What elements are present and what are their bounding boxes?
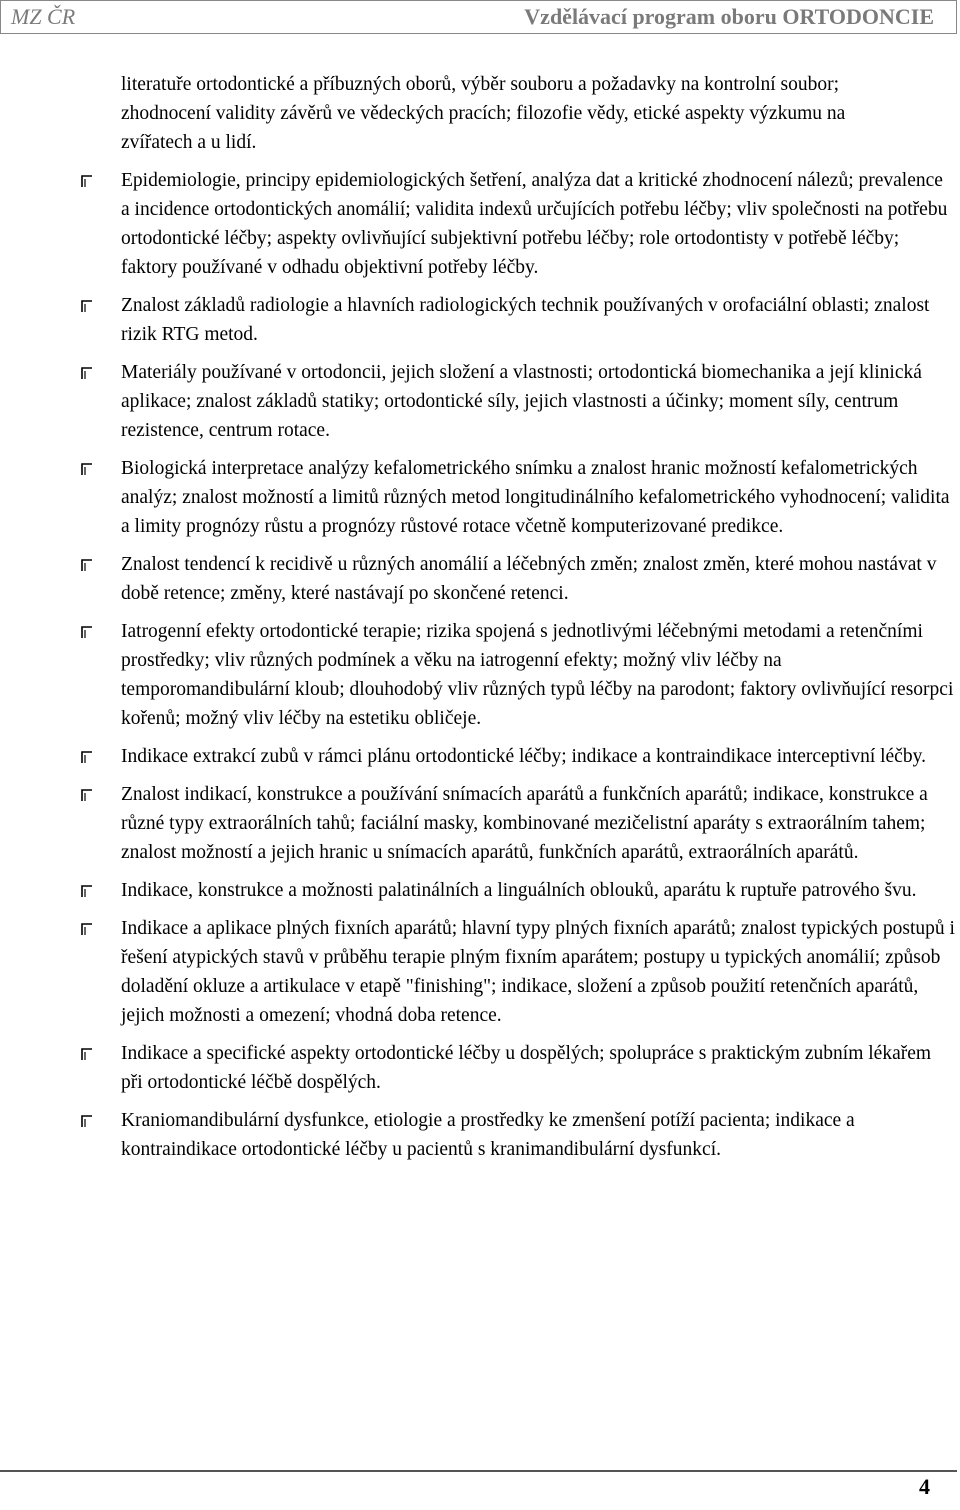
list-item-text: Epidemiologie, principy epidemiologických šetření, analýza dat a kritické zhodnocení nálezů; prevalence a incidence ortodontických anomálií; validita indexů určujících potřebu léčby; vliv společnosti na potřebu ortodontické léčby; aspekty ovlivňující subjektivní potřebu léčby; role ortodontisty v potřebě léčby; faktory používané v odhadu objektivní potřeby léčby.: [121, 170, 948, 278]
header-title: Vzdělávací program oboru ORTODONCIE: [524, 4, 934, 29]
checkbox-bullet-icon: [80, 366, 94, 380]
list-item: [121, 550, 955, 608]
checkbox-bullet-icon: [80, 922, 94, 936]
list-item: [121, 876, 955, 905]
checkbox-bullet-icon: [80, 299, 94, 313]
list-item: [121, 1039, 955, 1097]
list-item: [121, 780, 955, 867]
checkbox-bullet-icon: [80, 1114, 94, 1128]
document-body: [0, 70, 960, 1164]
checkbox-bullet-icon: [80, 462, 94, 476]
bullet-list: [0, 166, 960, 1164]
list-item: [121, 358, 955, 445]
list-item-text: Znalost tendencí k recidivě u různých anomálií a léčebných změn; znalost změn, které mohou nastávat v době retence; změny, které nastávají po skončené retenci.: [121, 554, 937, 604]
list-item-text: Indikace, konstrukce a možnosti palatinálních a linguálních oblouků, aparátu k ruptuře patrového švu.: [121, 880, 917, 901]
list-item-text: Kraniomandibulární dysfunkce, etiologie a prostředky ke zmenšení potíží pacienta; indikace a kontraindikace ortodontické léčby u pacientů s kranimandibulární dysfunkcí.: [121, 1110, 855, 1160]
checkbox-bullet-icon: [80, 174, 94, 188]
header-left: MZ ČR: [11, 4, 76, 29]
list-item-text: Indikace a specifické aspekty ortodontické léčby u dospělých; spolupráce s praktickým zubním lékařem při ortodontické léčbě dospělých.: [121, 1043, 932, 1093]
checkbox-bullet-icon: [80, 750, 94, 764]
checkbox-bullet-icon: [80, 558, 94, 572]
intro-paragraph: literatuře ortodontické a příbuzných oborů, výběr souboru a požadavky na kontrolní soubor; zhodnocení validity závěrů ve vědeckých pracích; filozofie vědy, etické aspekty výzkumu na zvířatech a u lidí.: [121, 74, 846, 153]
list-item: [121, 291, 955, 349]
list-item: [121, 914, 955, 1030]
list-item: [121, 166, 955, 282]
list-item-text: Znalost indikací, konstrukce a používání snímacích aparátů a funkčních aparátů; indikace, konstrukce a různé typy extraorálních tahů; faciální masky, kombinované mezičelistní aparáty s extraorálním tahem; znalost možností a jejich hranic u snímacích aparátů, funkčních aparátů, extraorálních aparátů.: [121, 784, 928, 863]
list-item: [121, 742, 955, 771]
checkbox-bullet-icon: [80, 1047, 94, 1061]
list-item: [121, 454, 955, 541]
list-item: [121, 617, 955, 733]
list-item-text: Indikace a aplikace plných fixních aparátů; hlavní typy plných fixních aparátů; znalost typických postupů i řešení atypických stavů v průběhu terapie plným fixním aparátem; postupy u typických anomálií; způsob doladění okluze a artikulace v etapě "finishing"; indikace, složení a způsob použití retenčních aparátů, jejich možnosti a omezení; vhodná doba retence.: [121, 918, 955, 1026]
list-item-text: Biologická interpretace analýzy kefalometrického snímku a znalost hranic možností kefalometrických analýz; znalost možností a limitů různých metod longitudinálního kefalometrického vyhodnocení; validita a limity prognózy růstu a prognózy růstové rotace včetně komputerizované predikce.: [121, 458, 950, 537]
page-header: [0, 0, 957, 34]
page-number: 4: [919, 1474, 930, 1499]
list-item: [121, 1106, 955, 1164]
list-item-text: Znalost základů radiologie a hlavních radiologických technik používaných v orofaciální oblasti; znalost rizik RTG metod.: [121, 295, 930, 345]
checkbox-bullet-icon: [80, 625, 94, 639]
list-item-text: Iatrogenní efekty ortodontické terapie; rizika spojená s jednotlivými léčebnými metodami a retenčními prostředky; vliv různých podmínek a věku na iatrogenní efekty; možný vliv léčby na temporomandibulární kloub; dlouhodobý vliv různých typů léčby na parodont; faktory ovlivňující resorpci kořenů; možný vliv léčby na estetiku obličeje.: [121, 621, 954, 729]
checkbox-bullet-icon: [80, 884, 94, 898]
list-item-text: Indikace extrakcí zubů v rámci plánu ortodontické léčby; indikace a kontraindikace interceptivní léčby.: [121, 746, 926, 767]
list-item-text: Materiály používané v ortodoncii, jejich složení a vlastnosti; ortodontická biomechanika a její klinická aplikace; znalost základů statiky; ortodontické síly, jejich vlastnosti a účinky; moment síly, centrum rezistence, centrum rotace.: [121, 362, 922, 441]
checkbox-bullet-icon: [80, 788, 94, 802]
footer-rule: [0, 1470, 957, 1472]
